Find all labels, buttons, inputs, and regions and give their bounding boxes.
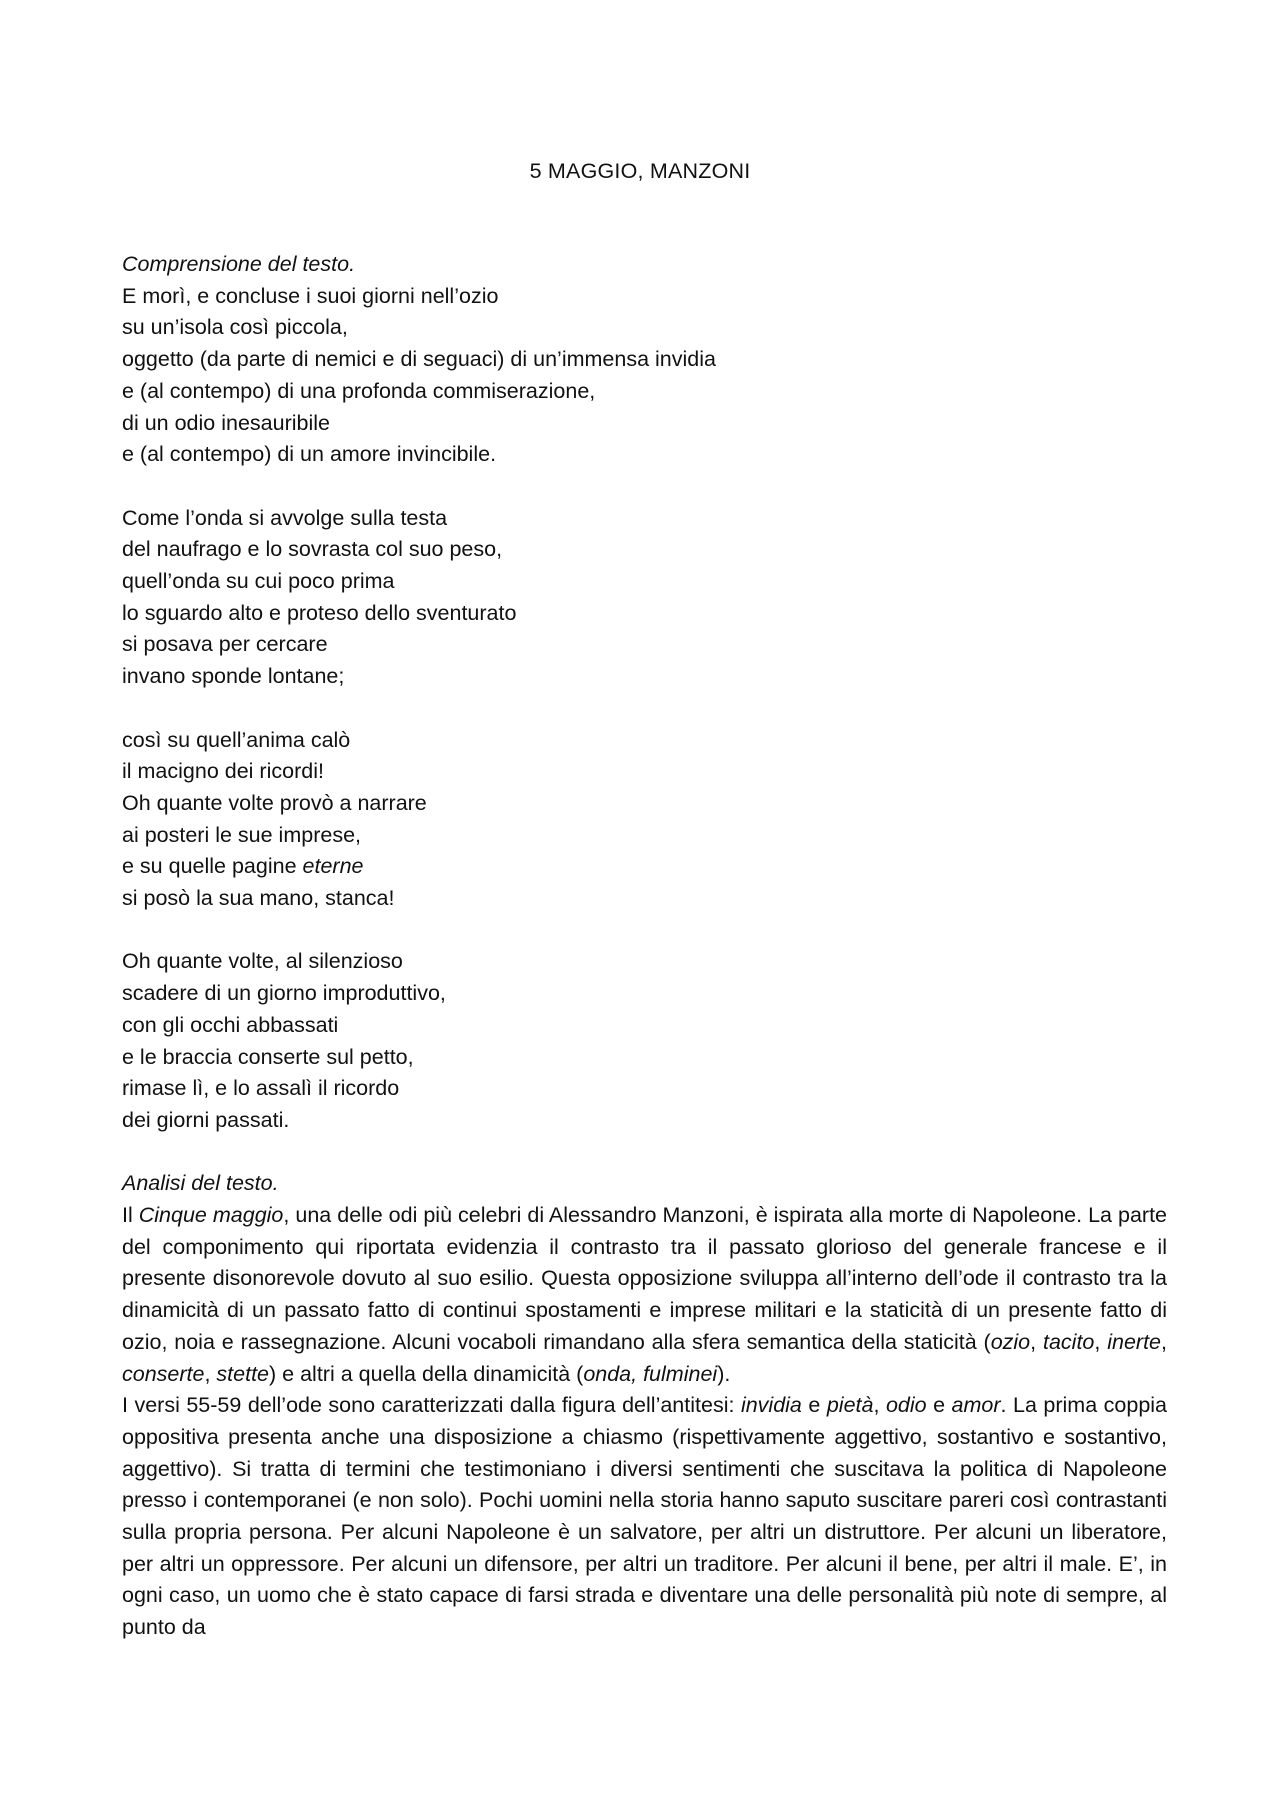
verse-line: rimase lì, e lo assalì il ricordo bbox=[122, 1076, 400, 1101]
verse-line: lo sguardo alto e proteso dello sventurato bbox=[122, 600, 517, 625]
stanza-gap bbox=[122, 471, 1167, 503]
emphasis: odio bbox=[885, 1393, 927, 1418]
verse-line bbox=[122, 851, 1167, 883]
emphasis: inerte bbox=[1107, 1329, 1162, 1354]
verse-line: e (al contempo) di un amore invincibile. bbox=[122, 442, 497, 467]
verse-line: di un odio inesauribile bbox=[122, 410, 330, 435]
verse-line: E morì, e concluse i suoi giorni nell’ozio bbox=[122, 283, 499, 308]
text-run: e bbox=[926, 1393, 952, 1418]
text-run: . La prima coppia oppositiva presenta anche una disposizione a chiasmo (rispettivamente aggettivo, sostantivo e sostantivo, aggettivo). Si tratta di termini che testimoniano i diversi sentimenti che suscitava la politica di Napoleone presso i contemporanei (e non solo). Pochi uomini nella storia hanno saputo suscitare pareri così contrastanti sulla propria persona. Per alcuni Napoleone è un salvatore, per altri un distruttore. Per alcuni un liberatore, per altri un oppressore. Per alcuni un difensore, per altri un traditore. Per alcuni il bene, per altri il male. E’, in ogni caso, un uomo che è stato capace di farsi strada e diventare una delle personalità più note di sempre, al punto da bbox=[122, 1393, 1168, 1640]
text-run: , bbox=[873, 1393, 886, 1418]
verse-line: e le braccia conserte sul petto, bbox=[122, 1044, 414, 1069]
analysis-paragraph-1 bbox=[122, 1200, 1167, 1390]
verse-line: così su quell’anima calò bbox=[122, 727, 351, 752]
verse-line: si posava per cercare bbox=[122, 632, 328, 657]
text-run: ). bbox=[717, 1361, 731, 1386]
verse-line: Oh quante volte provò a narrare bbox=[122, 790, 427, 815]
verse-line: invano sponde lontane; bbox=[122, 664, 345, 689]
text-run: e bbox=[801, 1393, 827, 1418]
emphasis: conserte bbox=[122, 1361, 205, 1386]
emphasis-eterne: eterne bbox=[302, 854, 364, 879]
verse-line: e (al contempo) di una profonda commiserazione, bbox=[122, 378, 596, 403]
verse-line: su un’isola così piccola, bbox=[122, 315, 348, 340]
verse-line: il macigno dei ricordi! bbox=[122, 759, 324, 784]
analysis-heading: Analisi del testo. bbox=[122, 1171, 279, 1196]
stanza-gap bbox=[122, 693, 1167, 725]
verse-line: Oh quante volte, al silenzioso bbox=[122, 949, 403, 974]
text-run: ) e altri a quella della dinamicità ( bbox=[269, 1361, 584, 1386]
text-run: Il bbox=[122, 1203, 139, 1228]
text-run: , bbox=[1161, 1329, 1168, 1354]
emphasis: invidia bbox=[740, 1393, 802, 1418]
verse-line: con gli occhi abbassati bbox=[122, 1012, 339, 1037]
verse-line: Come l’onda si avvolge sulla testa bbox=[122, 505, 448, 530]
verse-line: oggetto (da parte di nemici e di seguaci) di un’immensa invidia bbox=[122, 347, 716, 372]
verse-line: scadere di un giorno improduttivo, bbox=[122, 981, 446, 1006]
verse-line: si posò la sua mano, stanca! bbox=[122, 886, 395, 911]
emphasis: pietà bbox=[826, 1393, 874, 1418]
emphasis: ozio bbox=[990, 1329, 1031, 1354]
verse-line: ai posteri le sue imprese, bbox=[122, 822, 361, 847]
text-run: , una delle odi più celebri di Alessandro Manzoni, è ispirata alla morte di Napoleone. La parte del componimento qui riportata evidenzia il contrasto tra il passato glorioso del generale francese e il presente disonorevole dovuto al suo esilio. Questa opposizione sviluppa all’interno dell’ode il contrasto tra la dinamicità di un passato fatto di continui spostamenti e imprese militari e la staticità di un presente fatto di ozio, noia e rassegnazione. Alcuni vocaboli rimandano alla sfera semantica della staticità ( bbox=[122, 1203, 1167, 1354]
analysis-paragraph-2 bbox=[122, 1390, 1167, 1644]
emphasis: Cinque maggio bbox=[138, 1203, 284, 1228]
text-run: I versi 55-59 dell’ode sono caratterizzati dalla figura dell’antitesi: bbox=[122, 1393, 741, 1418]
stanza-gap bbox=[122, 1137, 1167, 1169]
verse-line: quell’onda su cui poco prima bbox=[122, 569, 395, 594]
document-body bbox=[122, 249, 1167, 1644]
emphasis: onda, fulminei bbox=[583, 1361, 718, 1386]
verse-text: e su quelle pagine bbox=[122, 854, 303, 879]
text-run: , bbox=[1030, 1329, 1043, 1354]
emphasis: tacito bbox=[1043, 1329, 1095, 1354]
verse-line: del naufrago e lo sovrasta col suo peso, bbox=[122, 537, 503, 562]
emphasis: amor bbox=[951, 1393, 1001, 1418]
text-run: , bbox=[1094, 1329, 1108, 1354]
emphasis: stette bbox=[216, 1361, 270, 1386]
verse-line: dei giorni passati. bbox=[122, 1107, 290, 1132]
comprehension-heading: Comprensione del testo. bbox=[122, 252, 356, 276]
stanza-gap bbox=[122, 915, 1167, 947]
text-run: , bbox=[204, 1361, 217, 1386]
document-title: 5 MAGGIO, MANZONI bbox=[529, 159, 751, 183]
